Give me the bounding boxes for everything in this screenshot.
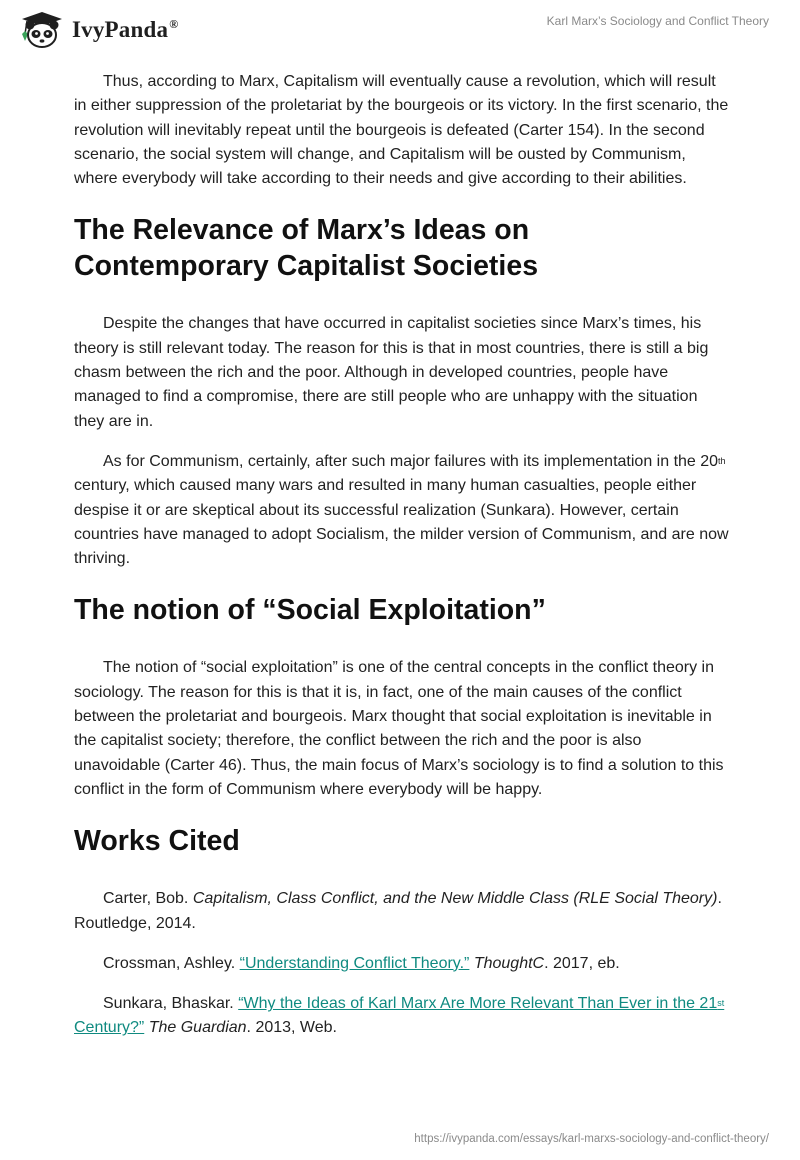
citation-carter-author: Carter, Bob. xyxy=(103,890,193,908)
relevance-heading-line-2: Contemporary Capitalist Societies xyxy=(74,250,539,283)
citation-crossman-link[interactable]: “Understanding Conflict Theory.” xyxy=(239,954,470,972)
citation-crossman-author: Crossman, Ashley. xyxy=(103,954,240,972)
citation-carter-rest: . Routledge, 2014. xyxy=(74,890,722,932)
ivypanda-logo[interactable] xyxy=(14,10,178,50)
exploitation-paragraph: The notion of “social exploitation” is one of the central concepts in the conflict theory in sociology. The reason for this is that it is, in fact, one of the main causes of the conflict between the proletariat and bourgeois. Marx thought that social exploitation is inevitable in the capitalist society; therefore, the conflict between the rich and the poor is also unavoidable (Carter 46). Thus, the main focus of Marx’s sociology is to find a solution to this conflict in the form of Communism where everybody will be happy. xyxy=(74,659,724,798)
essay-content xyxy=(74,70,730,1057)
citation-carter-title: Capitalism, Class Conflict, and the New Middle Class (RLE Social Theory) xyxy=(192,890,718,908)
relevance-heading xyxy=(74,212,730,284)
registered-mark: ® xyxy=(169,17,179,32)
page-header xyxy=(0,0,800,70)
citation-sunkara-link-start[interactable]: “Why the Ideas of Karl Marx Are More Relevant Than Ever in the 21 xyxy=(238,995,718,1013)
citation-crossman-source: ThoughtC xyxy=(473,954,545,972)
works-cited-heading: Works Cited xyxy=(74,825,240,858)
document-title: Karl Marx’s Sociology and Conflict Theory xyxy=(546,14,769,28)
citation-sunkara xyxy=(74,992,730,1041)
exploitation-heading: The notion of “Social Exploitation” xyxy=(74,594,546,627)
relevance-paragraph-2-end: century, which caused many wars and resulted in many human casualties, people either despise it or are skeptical about its successful realization (Sunkara). However, certain countries have managed to adopt Socialism, the milder version of Communism, and are now thriving. xyxy=(74,477,729,568)
citation-crossman xyxy=(74,952,730,976)
intro-paragraph: Thus, according to Marx, Capitalism will eventually cause a revolution, which will result in either suppression of the proletariat by the bourgeois or its victory. In the first scenario, the revolution will inevitably repeat until the bourgeois is defeated (Carter 154). In the second scenario, the social system will change, and Capitalism will be ousted by Communism, where everybody will take according to their needs and give according to their abilities. xyxy=(74,73,729,188)
footer-url[interactable]: https://ivypanda.com/essays/karl-marxs-sociology-and-conflict-theory/ xyxy=(414,1133,769,1145)
relevance-paragraph-1: Despite the changes that have occurred in capitalist societies since Marx’s times, his theory is still relevant today. The reason for this is that in most countries, there is still a big chasm between the rich and the poor. Although in developed countries, people have managed to find a compromise, there are still people who are unhappy with the situation they are in. xyxy=(74,315,709,430)
citation-sunkara-author: Sunkara, Bhaskar. xyxy=(103,995,239,1013)
relevance-paragraph-2 xyxy=(74,450,730,571)
citation-sunkara-link-sup[interactable]: st xyxy=(717,998,725,1009)
citation-crossman-rest: . 2017, eb. xyxy=(544,954,620,972)
citation-sunkara-source: The Guardian xyxy=(148,1019,247,1037)
relevance-paragraph-2-start: As for Communism, certainly, after such major failures with its implementation in the 20 xyxy=(103,452,719,470)
ordinal-suffix: th xyxy=(718,455,726,466)
relevance-heading-line-1: The Relevance of Marx’s Ideas on xyxy=(74,214,530,247)
logo-wordmark: IvyPanda® xyxy=(72,17,179,42)
citation-carter xyxy=(74,887,730,936)
panda-graduate-icon xyxy=(14,10,66,50)
citation-sunkara-link-end[interactable]: Century?” xyxy=(74,1019,145,1037)
citation-sunkara-rest: . 2013, Web. xyxy=(246,1019,337,1037)
